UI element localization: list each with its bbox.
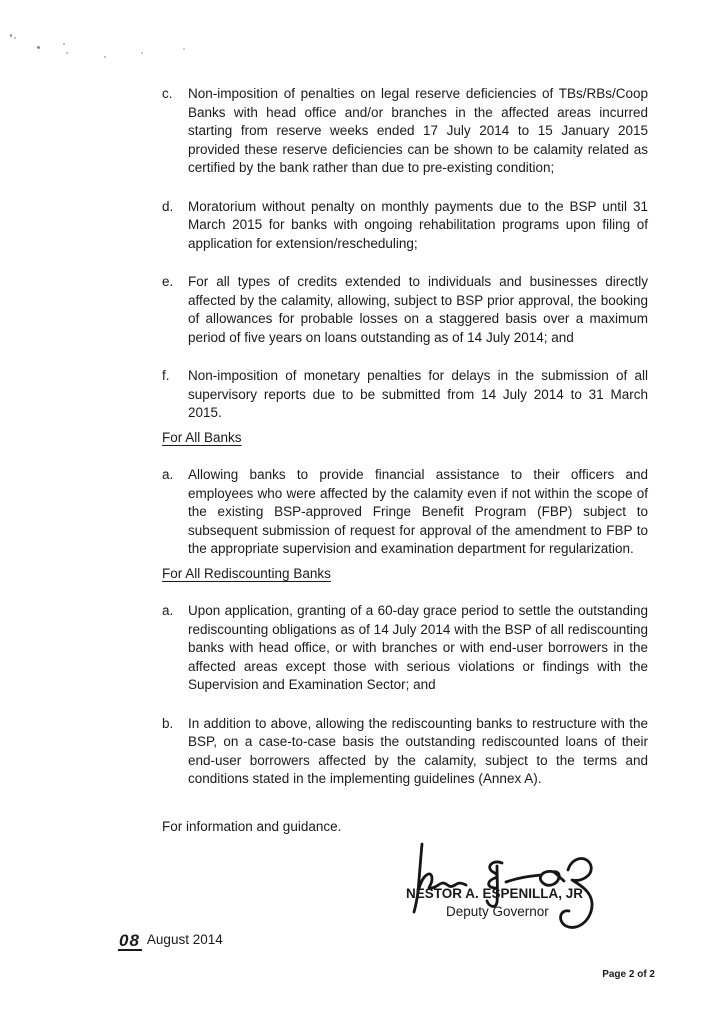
date-month-year: August 2014 xyxy=(146,932,223,947)
list-marker: e. xyxy=(162,274,174,289)
list-marker: c. xyxy=(162,86,173,101)
date-line xyxy=(118,930,223,949)
list-item-text: Non-imposition of monetary penalties for delays in the submission of all supervisory reports due to be submitted from 14 July 2014 to 31 March 2015. xyxy=(188,368,648,420)
signatory-title: Deputy Governor xyxy=(446,904,549,919)
scan-speck xyxy=(141,52,143,54)
list-item-text: Allowing banks to provide financial assistance to their officers and employees who were affected by the calamity even if not within the scope of the existing BSP-approved Fringe Benefit Program (FBP) subject to subsequent submission of request for approval of the amendment to FBP to the appropriate supervision and examination department for regularization. xyxy=(188,467,648,556)
list-item-text: Upon application, granting of a 60-day grace period to settle the outstanding rediscounting obligations as of 14 July 2014 with the BSP of all rediscounting banks with head office, or with branches or with end-user borrowers in the affected areas except those with serious violations or findings with the Supervision and Examination Sector; and xyxy=(188,603,648,692)
list-item-text: Moratorium without penalty on monthly payments due to the BSP until 31 March 2015 for banks with ongoing rehabilitation programs upon filing of application for extension/rescheduling; xyxy=(188,198,648,251)
list-marker: a. xyxy=(162,467,174,482)
list-item-all-banks-a xyxy=(162,466,648,559)
scan-speck xyxy=(10,34,12,37)
signature-block xyxy=(398,836,608,936)
list-item-d xyxy=(162,198,648,254)
page-number: Page 2 of 2 xyxy=(602,969,655,980)
list-item-text: In addition to above, allowing the rediscounting banks to restructure with the BSP, on a case-to-case basis the outstanding rediscounted loans of their end-user borrowers affected by the calamity, subject to the terms and conditions stated in the implementing guidelines (Annex A). xyxy=(188,715,648,786)
list-item-rediscounting-a xyxy=(162,602,648,695)
list-marker: d. xyxy=(162,198,174,214)
list-marker: b. xyxy=(162,715,174,731)
list-marker: a. xyxy=(162,603,174,618)
scan-speck xyxy=(104,56,106,58)
list-marker: f. xyxy=(162,368,170,383)
scan-speck xyxy=(37,46,40,49)
closing-line: For information and guidance. xyxy=(162,818,342,834)
list-item-c xyxy=(162,85,648,178)
section-heading-rediscounting-banks: For All Rediscounting Banks xyxy=(162,565,331,581)
scan-speck xyxy=(63,43,65,45)
document-body xyxy=(162,85,648,836)
list-item-text: For all types of credits extended to individuals and businesses directly affected by the calamity, allowing, subject to BSP prior approval, the booking of allowances for probable losses on a staggered basis over a maximum period of five years on loans outstanding as of 14 July 2014; and xyxy=(188,274,648,345)
scan-speck xyxy=(66,52,68,54)
list-item-f xyxy=(162,367,648,423)
list-item-e xyxy=(162,273,648,347)
scan-speck xyxy=(14,37,16,39)
list-item-rediscounting-b xyxy=(162,715,648,789)
section-heading-all-banks: For All Banks xyxy=(162,429,242,445)
signatory-name: NESTOR A. ESPENILLA, JR xyxy=(406,886,584,901)
scan-speck xyxy=(183,48,185,50)
handwritten-day: 08 xyxy=(119,931,140,950)
list-item-text: Non-imposition of penalties on legal reserve deficiencies of TBs/RBs/Coop Banks with head office and/or branches in the affected areas incurred starting from reserve weeks ended 17 July 2014 to 15 January 2015 provided these reserve deficiencies can be shown to be calamity related as certified by the bank rather than due to pre-existing condition; xyxy=(188,86,648,175)
